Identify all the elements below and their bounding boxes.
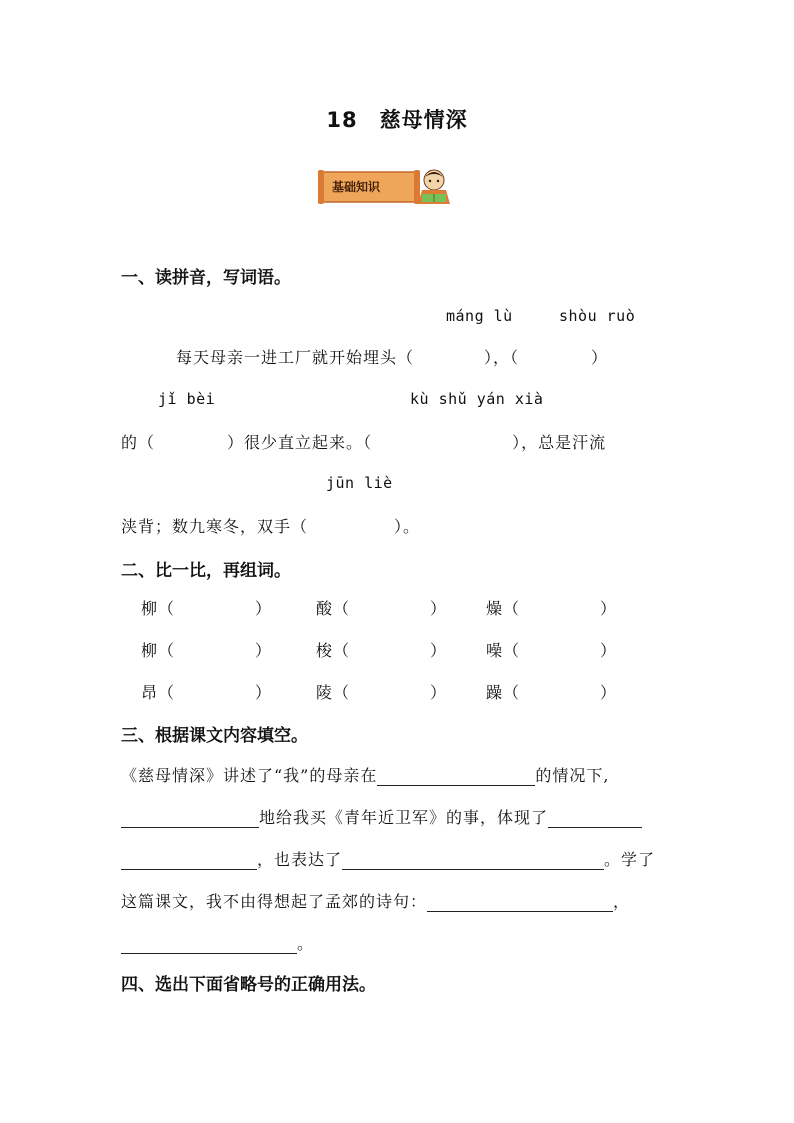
pinyin-jun-lie: jūn liè [326, 474, 393, 492]
fill-text: ，也表达了 [257, 850, 343, 869]
compare-row-1: 酸（ ） [316, 599, 448, 618]
pinyin-ji-bei: jǐ bèi [158, 390, 216, 408]
section2-heading: 二、比一比，再组词。 [121, 561, 291, 581]
section1-heading: 一、读拼音，写词语。 [121, 268, 291, 288]
fill-text: 这篇课文，我不由得想起了孟郊的诗句： [121, 892, 428, 911]
pinyin-shou-ruo: shòu ruò [559, 307, 636, 325]
fill-line-2 [121, 805, 642, 828]
sentence-line-1: 每天母亲一进工厂就开始埋头（ ），（ ） [176, 348, 609, 367]
fill-line-1 [121, 763, 609, 786]
compare-row-3: 躁（ ） [486, 683, 618, 702]
fill-text: ， [613, 892, 631, 911]
section4-heading: 四、选出下面省略号的正确用法。 [121, 975, 376, 995]
fill-text: 。学了 [604, 850, 656, 869]
compare-char: 梭 [316, 641, 334, 660]
fill-blank[interactable] [121, 809, 259, 828]
fill-text: 。 [297, 934, 315, 953]
fill-blank[interactable] [121, 935, 297, 954]
lesson-title: 慈母情深 [379, 108, 468, 132]
compare-char: 酸 [316, 599, 334, 618]
section-badge [318, 166, 458, 208]
sentence-text: 的 [121, 433, 139, 452]
compare-row-1: 燥（ ） [486, 599, 618, 618]
compare-char: 噪 [486, 641, 504, 660]
fill-blank[interactable] [342, 851, 604, 870]
compare-char: 躁 [486, 683, 504, 702]
fill-line-3 [121, 847, 655, 870]
compare-row-1: 柳（ ） [141, 599, 273, 618]
page-title [0, 104, 794, 134]
fill-blank[interactable] [548, 809, 642, 828]
fill-blank[interactable] [377, 767, 535, 786]
fill-text: 的情况下, [535, 766, 610, 785]
compare-row-2: 梭（ ） [316, 641, 448, 660]
sentence-text: 浃背；数九寒冬，双手 [121, 517, 292, 536]
fill-blank[interactable] [427, 893, 613, 912]
compare-char: 柳 [141, 641, 159, 660]
compare-row-2: 柳（ ） [141, 641, 273, 660]
compare-row-3: 昂（ ） [141, 683, 273, 702]
fill-blank[interactable] [121, 851, 257, 870]
fill-text: 地给我买《青年近卫军》的事，体现了 [259, 808, 549, 827]
sentence-text: 很少直立起来。 [244, 433, 364, 452]
compare-char: 昂 [141, 683, 159, 702]
compare-char: 燥 [486, 599, 504, 618]
compare-char: 柳 [141, 599, 159, 618]
pinyin-ku-shu-yan-xia: kù shǔ yán xià [410, 390, 544, 408]
lesson-number: 18 [326, 108, 358, 132]
fill-line-5 [121, 931, 314, 954]
pinyin-mang-lu: máng lù [446, 307, 513, 325]
sentence-text: 。 [403, 517, 421, 536]
badge-label: 基础知识 [332, 180, 381, 194]
section3-heading: 三、根据课文内容填空。 [121, 726, 308, 746]
compare-char: 陵 [316, 683, 334, 702]
sentence-text: 每天母亲一进工厂就开始埋头 [176, 348, 398, 367]
student-reading-icon [418, 170, 450, 204]
sentence-line-3: 浃背；数九寒冬，双手（ ）。 [121, 517, 421, 536]
sentence-text: ，总是汗流 [521, 433, 607, 452]
sentence-line-2: 的（ ）很少直立起来。（ ），总是汗流 [121, 433, 607, 452]
fill-line-4 [121, 889, 630, 912]
fill-text: 《慈母情深》讲述了“我”的母亲在 [121, 766, 378, 785]
compare-row-2: 噪（ ） [486, 641, 618, 660]
compare-row-3: 陵（ ） [316, 683, 448, 702]
